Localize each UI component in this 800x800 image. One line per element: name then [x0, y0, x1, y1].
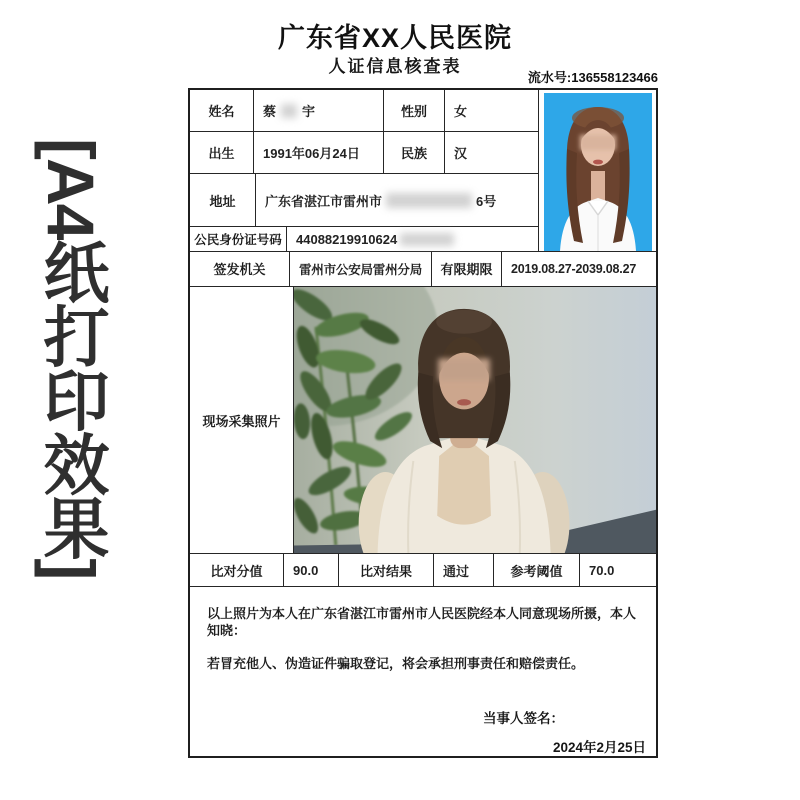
- address-label: 地址: [190, 174, 256, 226]
- address-row: [190, 174, 538, 227]
- name-gender-row: [190, 90, 538, 132]
- id-photo-cell: [539, 90, 656, 251]
- form-date: 2024年2月25日: [552, 740, 646, 755]
- redacted-blur: [400, 233, 454, 246]
- hospital-title: 广东省XX人民医院: [277, 23, 513, 53]
- score-label: 比对分值: [190, 554, 284, 586]
- birth-label: 出生: [190, 132, 254, 173]
- redacted-blur: [386, 193, 472, 208]
- statement-line2: 若冒充他人、伪造证件骗取登记，将会承担刑事责任和赔偿责任。: [207, 655, 585, 671]
- live-photo-row: [190, 287, 656, 555]
- ethnic-label: 民族: [384, 132, 445, 173]
- birth-value: 1991年06月24日: [254, 132, 384, 173]
- live-photo: [294, 287, 656, 554]
- id-number-label: 公民身份证号码: [190, 227, 287, 251]
- score-value: 90.0: [284, 554, 339, 586]
- serial-number: 流水号:136558123466: [527, 70, 658, 85]
- verification-form-table: [188, 88, 658, 758]
- issuer-value: 雷州市公安局雷州分局: [290, 252, 432, 286]
- id-number-value: [287, 227, 538, 251]
- signature-label: 当事人签名：: [483, 711, 564, 726]
- birth-ethnic-row: [190, 132, 538, 174]
- personal-info-section: [190, 90, 656, 252]
- name-part2: 宇: [302, 104, 316, 119]
- id-number-digits: 44088219910624: [296, 231, 398, 247]
- id-photo: [544, 93, 652, 251]
- threshold-label: 参考阈值: [494, 554, 580, 586]
- a4-print-watermark: [A4纸打印效果]: [34, 138, 108, 579]
- address-value: [256, 174, 538, 226]
- score-row: [190, 554, 656, 587]
- threshold-value: 70.0: [589, 562, 615, 578]
- ethnic-value: 汉: [454, 146, 468, 161]
- name-value: [254, 90, 384, 131]
- form-title: 人证信息核查表: [328, 57, 462, 76]
- live-photo-cell: [294, 287, 656, 554]
- redacted-blur: [281, 104, 297, 118]
- gender-label: 性别: [384, 90, 445, 131]
- issuer-label: 签发机关: [190, 252, 290, 286]
- statement-section: [190, 587, 656, 756]
- live-photo-label: 现场采集照片: [190, 287, 294, 554]
- name-label: 姓名: [190, 90, 254, 131]
- result-value: 通过: [434, 554, 494, 586]
- name-part1: 蔡: [263, 104, 277, 119]
- address-suffix: 6号: [476, 193, 497, 209]
- validity-label: 有限期限: [432, 252, 502, 286]
- address-prefix: 广东省湛江市雷州市: [265, 193, 383, 209]
- validity-value: 2019.08.27-2039.08.27: [511, 261, 637, 276]
- result-label: 比对结果: [339, 554, 434, 586]
- id-number-row: [190, 227, 538, 251]
- statement-line1: 以上照片为本人在广东省湛江市雷州市人民医院经本人同意现场所摄，本人知晓：: [207, 606, 637, 638]
- issuer-row: [190, 252, 656, 287]
- gender-value: 女: [454, 104, 468, 119]
